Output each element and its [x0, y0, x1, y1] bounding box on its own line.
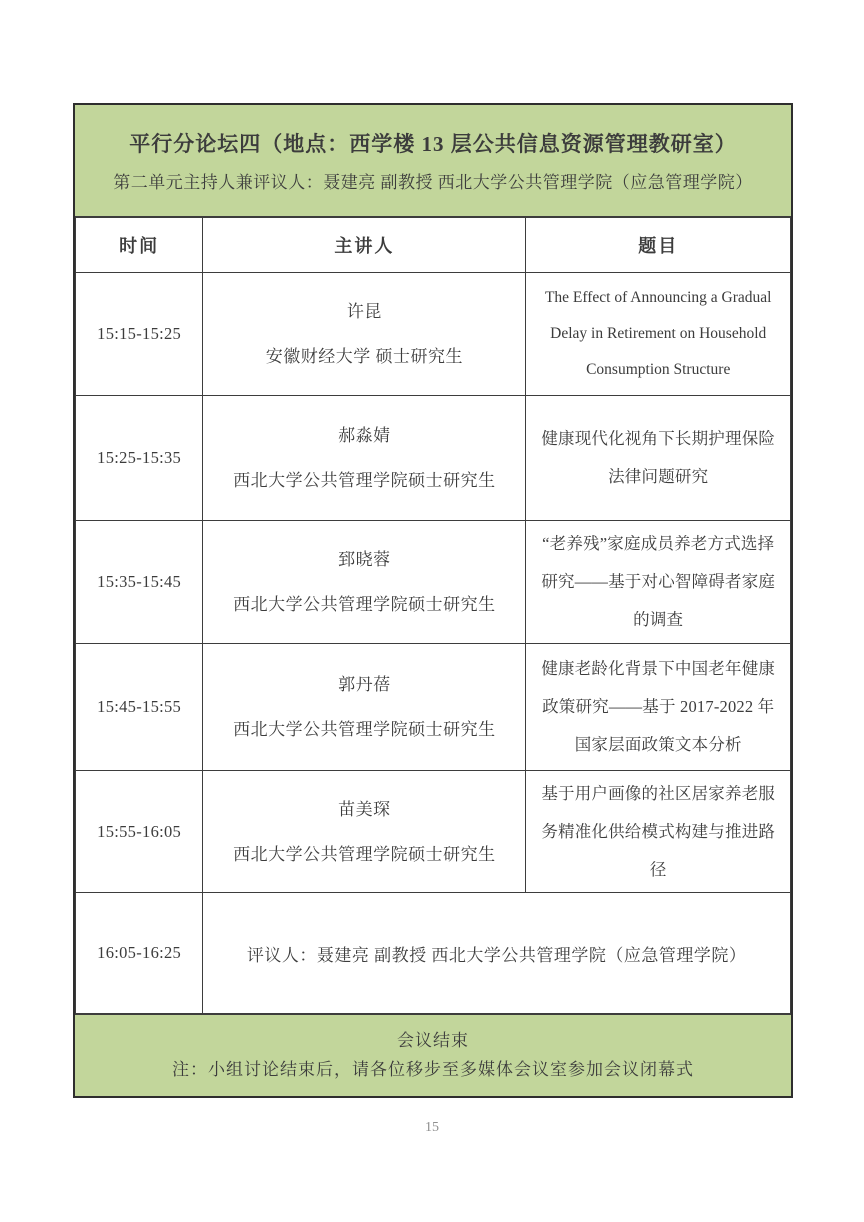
speaker-cell — [203, 396, 526, 521]
speaker-name: 苗美琛 — [338, 799, 391, 819]
table-row-discussant — [76, 893, 791, 1014]
speaker-name: 郝淼婧 — [338, 426, 391, 445]
discussant-cell: 评议人：聂建亮 副教授 西北大学公共管理学院（应急管理学院） — [203, 893, 791, 1014]
topic-cell: 健康现代化视角下长期护理保险法律问题研究 — [526, 396, 791, 521]
footer-note: 注：小组讨论结束后，请各位移步至多媒体会议室参加会议闭幕式 — [172, 1060, 694, 1079]
table-row — [76, 644, 791, 771]
forum-subtitle: 第二单元主持人兼评议人：聂建亮 副教授 西北大学公共管理学院（应急管理学院） — [113, 173, 753, 192]
speaker-affiliation: 西北大学公共管理学院硕士研究生 — [233, 844, 496, 864]
col-header-topic: 题目 — [526, 218, 791, 273]
speaker-affiliation: 安徽财经大学 硕士研究生 — [265, 347, 463, 366]
time-cell: 15:55-16:05 — [76, 771, 203, 893]
speaker-name: 郅晓蓉 — [338, 550, 391, 569]
speaker-affiliation: 西北大学公共管理学院硕士研究生 — [233, 720, 496, 739]
speaker-affiliation: 西北大学公共管理学院硕士研究生 — [233, 471, 496, 490]
speaker-name: 郭丹蓓 — [338, 675, 391, 694]
table-row — [76, 521, 791, 644]
col-header-time: 时间 — [76, 218, 203, 273]
table-row — [76, 771, 791, 893]
col-header-speaker: 主讲人 — [203, 218, 526, 273]
speaker-affiliation: 西北大学公共管理学院硕士研究生 — [233, 595, 496, 614]
topic-cell: 健康老龄化背景下中国老年健康政策研究——基于 2017-2022 年国家层面政策文本分析 — [526, 644, 791, 771]
speaker-cell — [203, 644, 526, 771]
speaker-cell — [203, 771, 526, 893]
forum-footer — [75, 1014, 791, 1096]
topic-cell: “老养残”家庭成员养老方式选择研究——基于对心智障碍者家庭的调查 — [526, 521, 791, 644]
topic-cell: 基于用户画像的社区居家养老服务精准化供给模式构建与推进路径 — [526, 771, 791, 893]
table-row — [76, 396, 791, 521]
time-cell: 15:35-15:45 — [76, 521, 203, 644]
footer-closing-label: 会议结束 — [397, 1031, 469, 1050]
time-cell: 15:15-15:25 — [76, 273, 203, 396]
page-number: 15 — [425, 1120, 439, 1135]
table-header-row — [76, 218, 791, 273]
forum-schedule-table — [73, 103, 793, 1098]
forum-header — [75, 105, 791, 217]
table-row — [76, 273, 791, 396]
time-cell: 16:05-16:25 — [76, 893, 203, 1014]
speaker-cell — [203, 521, 526, 644]
topic-cell: The Effect of Announcing a Gradual Delay in Retirement on Household Consumption Structure — [526, 273, 791, 396]
speaker-cell — [203, 273, 526, 396]
time-cell: 15:25-15:35 — [76, 396, 203, 521]
schedule-grid — [75, 217, 791, 1014]
time-cell: 15:45-15:55 — [76, 644, 203, 771]
forum-title: 平行分论坛四（地点：西学楼 13 层公共信息资源管理教研室） — [129, 132, 737, 156]
speaker-name: 许昆 — [346, 302, 382, 321]
